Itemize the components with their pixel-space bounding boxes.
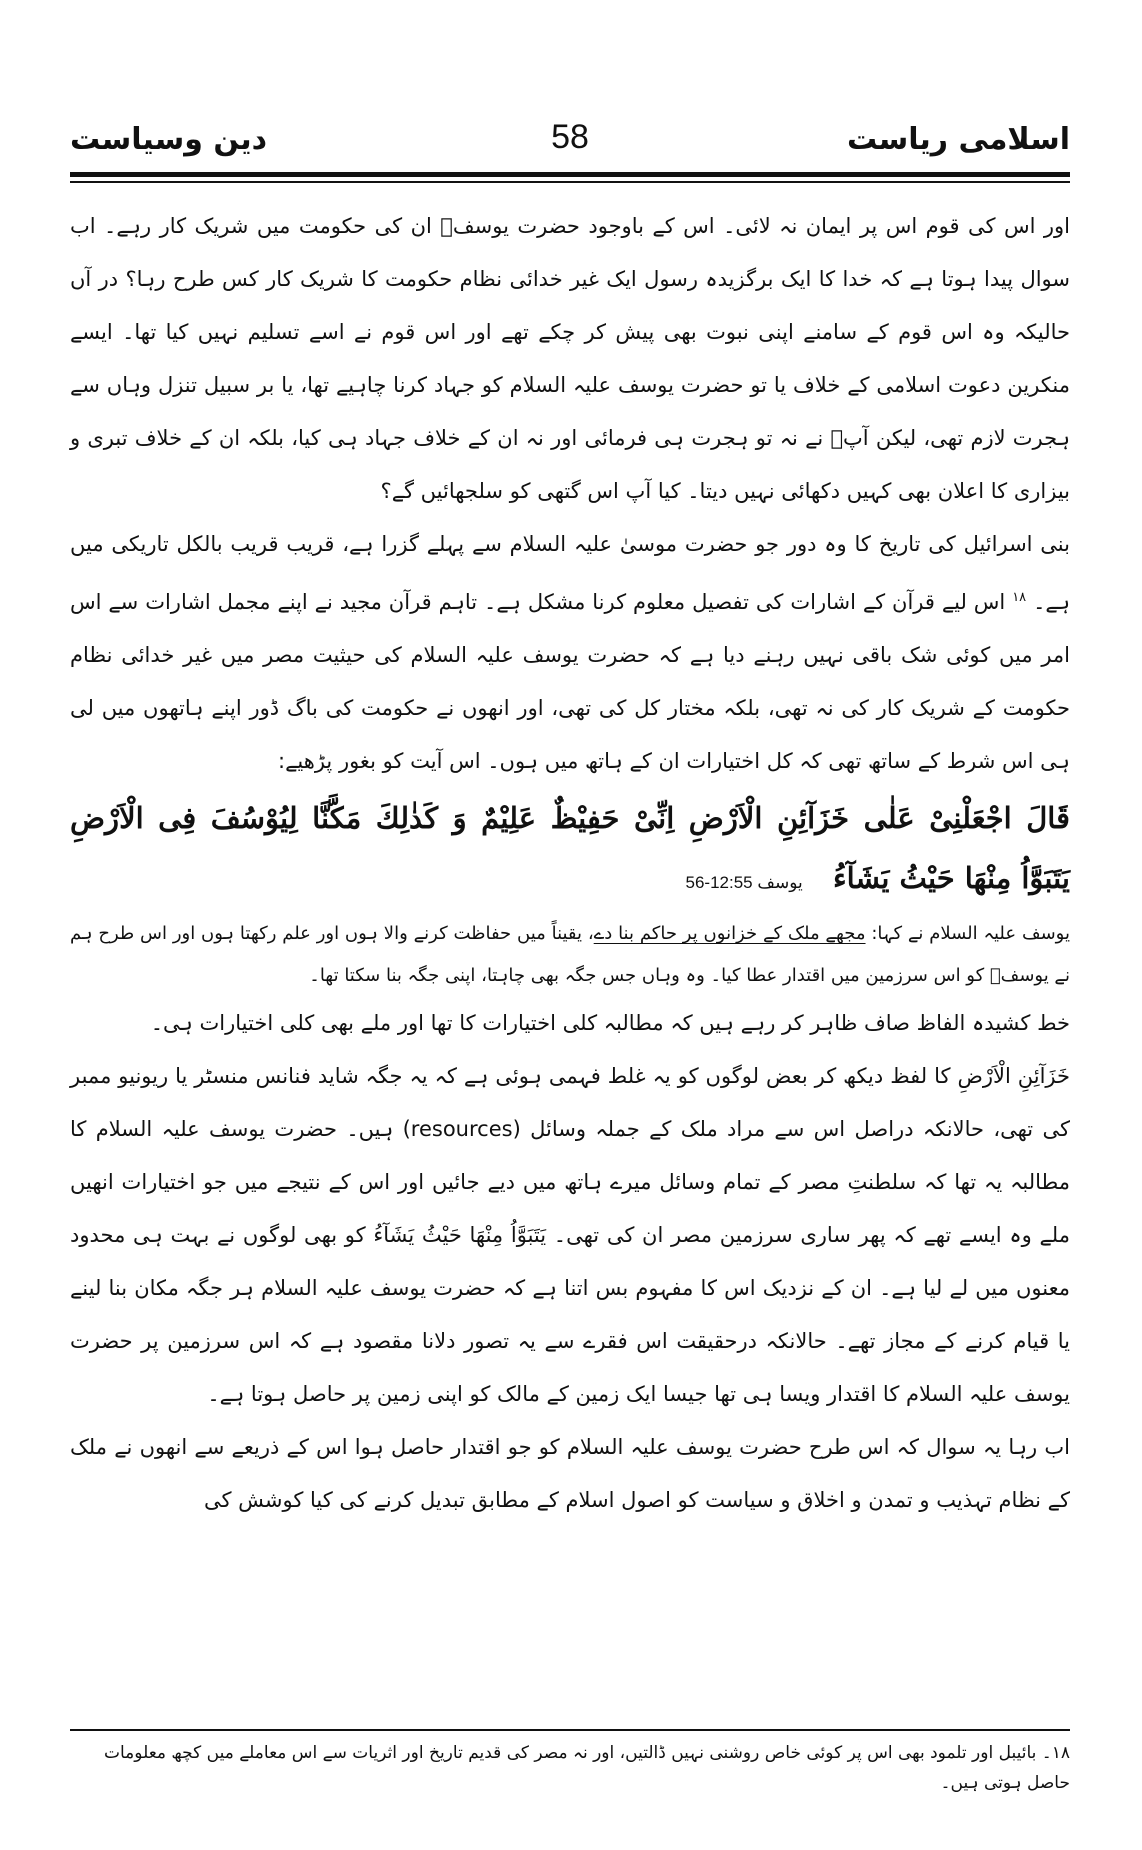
quran-verse: قَالَ اجْعَلْنِیْ عَلٰی خَزَآئِنِ الْاَرْضِ اِنِّیْ حَفِیْظٌ عَلِیْمٌ وَ كَذٰلِكَ مَكَّنَّا لِیُوْسُفَ فِی الْاَرْضِ یَتَبَوَّاُ مِنْهَا حَیْثُ یَشَآءُ — [70, 801, 1070, 895]
page-number: 58 — [551, 118, 589, 156]
footnote-rule — [70, 1729, 1070, 1731]
paragraph: اب رہا یہ سوال کہ اس طرح حضرت یوسف علیہ السلام کو جو اقتدار حاصل ہوا اس کے ذریعے سے انھوں نے ملک کے نظام تہذیب و تمدن و اخلاق و سیاست کو اصول اسلام کے مطابق تبدیل کرنے کی کیا کوشش کی — [70, 1435, 1070, 1512]
paragraph-part: اس لیے قرآن کے اشارات کی تفصیل معلوم کرنا مشکل ہے۔ تاہم قرآن مجید نے اپنے مجمل اشارات سے اس امر میں کوئی شک باقی نہیں رہنے دیا ہے کہ حضرت یوسف علیہ السلام کی حیثیت مصر میں غیر خدائی نظام حکومت کے شریک کار کی نہ تھی، بلکہ مختار کل کی تھی، اور انھوں نے حکومت کی باگ ڈور اپنے ہاتھوں میں لی ہی اس شرط کے ساتھ تھی کہ کل اختیارات ان کے ہاتھ میں ہوں۔ اس آیت کو بغور پڑھیے: — [70, 590, 1070, 773]
translation-post: ، یقیناً میں حفاظت کرنے والا ہوں اور علم رکھتا ہوں اور اس طرح ہم نے یوسفؑ کو اس سرزمین میں اقتدار عطا کیا۔ وہ وہاں جس جگہ بھی چاہتا، اپنی جگہ بنا سکتا تھا۔ — [70, 923, 1070, 986]
footnote-marker[interactable]: ۱۸ — [1012, 590, 1027, 605]
paragraph — [70, 518, 1070, 788]
main-text — [70, 200, 1070, 1527]
page-header — [70, 118, 1070, 168]
translation-pre: یوسف علیہ السلام نے کہا: — [865, 923, 1070, 944]
verse-reference: یوسف 12:55-56 — [685, 873, 803, 892]
chapter-title: دین وسیاست — [70, 122, 268, 157]
paragraph: اور اس کی قوم اس پر ایمان نہ لائی۔ اس کے باوجود حضرت یوسفؑ ان کی حکومت میں شریک کار رہے۔ اب سوال پیدا ہوتا ہے کہ خدا کا ایک برگزیدہ رسول ایک غیر خدائی نظام حکومت کا شریک کار کس طرح رہا؟ در آں حالیکہ وہ اس قوم کے سامنے اپنی نبوت بھی پیش کر چکے تھے اور اس قوم نے اسے تسلیم نہیں کیا تھا۔ ایسے منکرین دعوت اسلامی کے خلاف یا تو حضرت یوسف علیہ السلام کو جہاد کرنا چاہیے تھا، یا بر سبیل تنزل وہاں سے ہجرت لازم تھی، لیکن آپؑ نے نہ تو ہجرت ہی فرمائی اور نہ ان کے خلاف جہاد ہی کیا، بلکہ ان کے خلاف تبری و بیزاری کا اعلان بھی کہیں دکھائی نہیں دیتا۔ کیا آپ اس گتھی کو سلجھائیں گے؟ — [70, 214, 1070, 503]
header-rule-thick — [70, 172, 1070, 177]
paragraph: خَزَآئِنِ الْاَرْضِ کا لفظ دیکھ کر بعض لوگوں کو یہ غلط فہمی ہوئی ہے کہ یہ جگہ شاید فنانس منسٹر یا ریونیو ممبر کی تھی، حالانکہ دراصل اس سے مراد ملک کے جملہ وسائل (resources) ہیں۔ حضرت یوسف علیہ السلام کا مطالبہ یہ تھا کہ سلطنتِ مصر کے تمام وسائل میرے ہاتھ میں دیے جائیں اور اس کے نتیجے میں جو اختیارات انھیں ملے وہ ایسے تھے کہ پھر ساری سرزمین مصر ان کی تھی۔ یَتَبَوَّاُ مِنْهَا حَیْثُ یَشَآءُ کو بھی لوگوں نے بہت ہی محدود معنوں میں لے لیا ہے۔ ان کے نزدیک اس کا مفہوم بس اتنا ہے کہ حضرت یوسف علیہ السلام ہر جگہ مکان بنا لینے یا قیام کرنے کے مجاز تھے۔ حالانکہ درحقیقت اس فقرے سے یہ تصور دلانا مقصود ہے کہ اس سرزمین پر حضرت یوسف علیہ السلام کا اقتدار ویسا ہی تھا جیسا ایک زمین کے مالک کو اپنی زمین پر حاصل ہوتا ہے۔ — [70, 1064, 1070, 1406]
book-title: اسلامی ریاست — [847, 122, 1070, 157]
footnote: ۱۸۔ بائیبل اور تلمود بھی اس پر کوئی خاص روشنی نہیں ڈالتیں، اور نہ مصر کی قدیم تاریخ اور اثریات سے اس معاملے میں کچھ معلومات حاصل ہوتی ہیں۔ — [104, 1743, 1070, 1793]
translation-underlined: مجھے ملک کے خزانوں پر حاکم بنا دے — [593, 923, 866, 944]
paragraph: خط کشیدہ الفاظ صاف ظاہر کر رہے ہیں کہ مطالبہ کلی اختیارات کا تھا اور ملے بھی کلی اختیارات ہی۔ — [150, 1011, 1070, 1035]
quran-verse-block — [70, 788, 1070, 913]
verse-translation — [70, 913, 1070, 997]
header-rule-thin — [70, 181, 1070, 183]
paragraph-part: بنی اسرائیل کی تاریخ کا وہ دور جو حضرت موسیٰ علیہ السلام سے پہلے گزرا ہے، قریب قریب بالکل تاریکی میں ہے۔ — [70, 532, 1070, 614]
